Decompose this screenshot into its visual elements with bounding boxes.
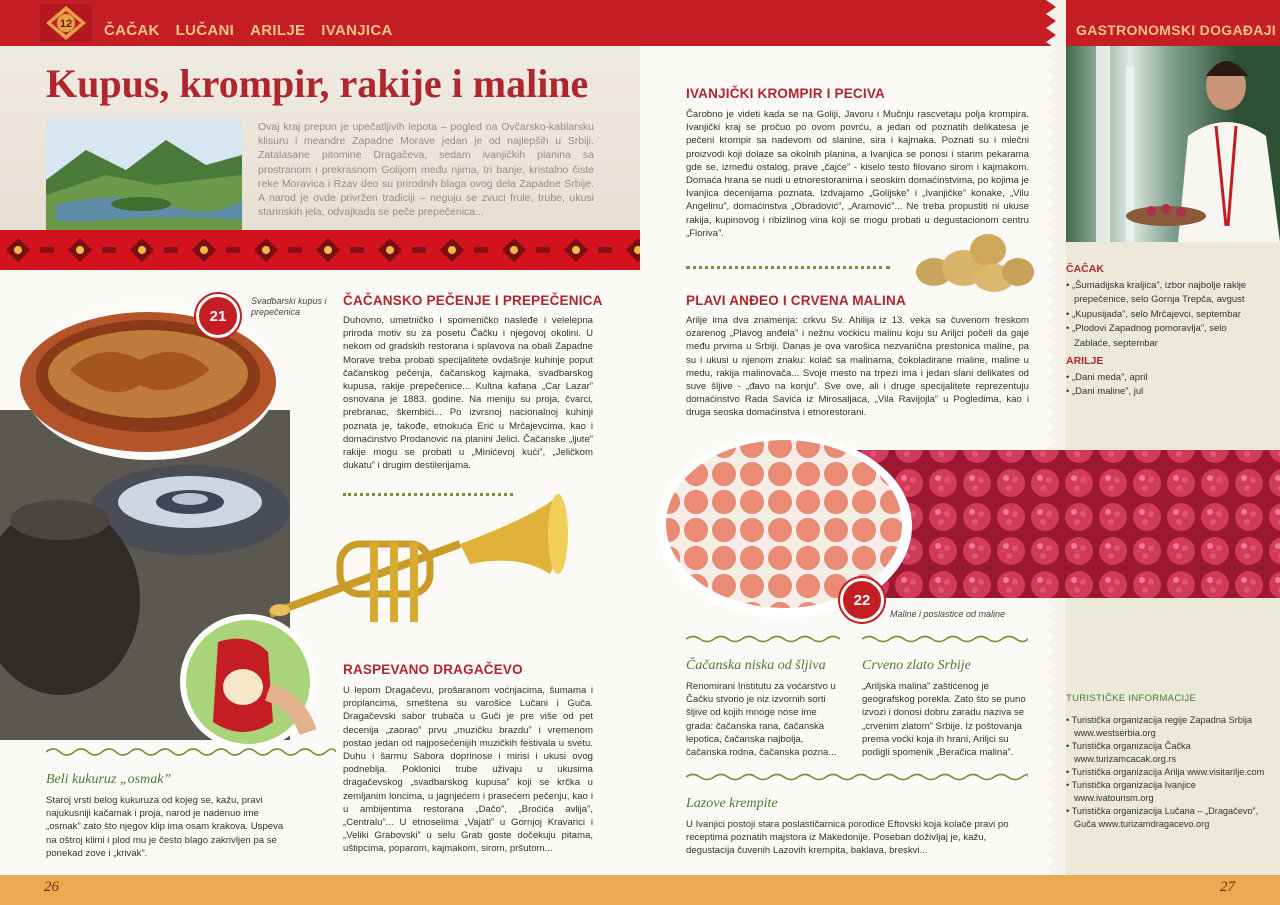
section-title-arilje: PLAVI ANĐEO I CRVENA MALINA: [686, 293, 906, 308]
raspberries-photo: [654, 432, 1280, 632]
vine-divider: [686, 634, 840, 644]
section-text-arilje: Arilje ima dva znamenja: crkvu Sv. Ahilija iz 13. veka sa čuvenom freskom ozarenog „Plavog anđela” i nežnu voćkicu malinu koju su Ariljci počeli da gaje među prvima u Srbiji. Danas je ova varošica nezvanična prestonica maline, pa su i ukusi u njenom znaku: kolač sa malinama, čokoladirane maline, maline u medu, rakija malinovača... Svoje mesto na trpezi ima i jedan slani delikates od suve šljive - „đavo na konju”. Sve ove, ali i druge specijalitete reprezentuju domaćinstvo Rada Savića iz Mirosaljaca, „Vila Ravijojla” u Pogledima, kao i druga seoska domaćinstva i etnorestorani.: [686, 315, 1029, 419]
section-text-niska: Renomirani Institutu za voćarstvo u Čačku stvorio je niz izvornih sorti šljive od kojih mnoge nose ime grada: čačanska rana, čačanska lepotica, čačanska najbolja, čačanska rodna, čačanska pozna...: [686, 681, 837, 759]
nav-item-ivanjica[interactable]: IVANJICA: [321, 22, 393, 39]
section-text-cacak: Duhovno, umetničko i spomeničko nasleđe i velelepna priroda motiv su za posetu Čačku i njegovoj okolini. U nekom od gradskih restorana i splavova na obali Zapadne Morave treba probati specijalitete ovdašnje kuhinje poput čačanskog pečenja, čačanskog kajmaka, svadbarskog kupusa, rakije prepečenice... Kultna kafana „Car Lazar” osnovana je 1883. godine. Na meniju su proja, čvarci, prebranac, škembići... Po izvrsnoj nacionalnoj kuhinji poznata je, takođe, etnokuća Erić u Mrčajevcima, kao i domaćinstvo Prodanović na planini Jelici. Čačanske „ljute” rakije mogu se probati u „Minićevoj kući”, „Jeličkom dukatu” i drugim destilerijama.: [343, 315, 593, 472]
sidebar-list-cacak: [1066, 279, 1256, 351]
photo-number-badge: 21: [196, 294, 240, 338]
list-item: • Turistička organizacija Arilja www.visitarilje.com: [1066, 766, 1266, 779]
section-title-cacak: ČAČANSKO PEČENJE I PREPEČENICA: [343, 293, 603, 308]
section-text-crveno-zlato: „Ariljska malina” zaštićenog je geografskog porekla. Zato što se puno izvozi i donosi dobru zaradu naziva se „crvenim zlatom” Srbije. Iz poštovanja prema voćki koja ih hrani, Ariljci su podigli spomenik „Beračica malina”.: [862, 681, 1026, 759]
section-title-niska: Čačanska niska od šljiva: [686, 658, 826, 673]
list-item: • Turistička organizacija Lučana – „Dragačevo”, Guča www.turizamdragacevo.org: [1066, 805, 1266, 831]
photo-caption-maline: Maline i poslastice od maline: [890, 609, 1006, 619]
nav-item-arilje[interactable]: ARILJE: [250, 22, 306, 39]
section-title-crveno-zlato: Crveno zlato Srbije: [862, 658, 971, 673]
list-item: • „Šumadijska kraljica”, izbor najbolje rakije prepečenice, selo Gornja Trepča, avgust: [1066, 279, 1256, 308]
list-item: • Turistička organizacija Ivanjice www.ivatourism.org: [1066, 779, 1266, 805]
list-item: • „Kupusijada”, selo Mrčajevci, septembar: [1066, 308, 1256, 322]
photo-caption-kupus: Svadbarski kupus i prepečenica: [251, 296, 327, 317]
section-text-kukuruz: Staroj vrsti belog kukuruza od kojeg se, kažu, pravi najukusniji kačamak i proja, narod je nadenuo ime „osmak” zato što njegov klip ima osam krakova. Uspeva na oštroj klimi i plod mu je često blago zakrivljen pa se ponekad zove i „krivak”.: [46, 795, 284, 859]
page-badge: [40, 4, 92, 42]
page-number-right: 27: [1220, 879, 1235, 895]
sidebar-heading-info: TURISTIČKE INFORMACIJE: [1066, 693, 1197, 704]
nav-item-lucani[interactable]: LUČANI: [175, 22, 235, 39]
list-item: • Turistička organizacija regije Zapadna Srbija www.westserbia.org: [1066, 714, 1266, 740]
section-text-dragacevo: U lepom Dragačevu, prošaranom voćnjacima, šumama i proplancima, smeštena su varošice Lučani i Guča. Dragačevski sabor trubača u Guči je pre više od pet decenija „zaorao” prvu „muzičku brazdu” i vremenom postao jedan od najposećenijih muzičkih festivala u svetu. Duhu i šarmu Sabora doprinose i mirisi i ukusi ovog podneblja. Poklonici trube uživaju u ukusima dragačevskog „svadbarskog kupusa” koji se krčka u zemljanim loncima, u jagnjećem i prasećem pečenju, kao i u ambijentima restorana „Dačo”, „Broćića avlija”,„Centralu”... U etnoselima „Vajati” u Gornjoj Kravarici i „Veliki Grabovski” u selu Grab goste dočekuju pitama, uštipcima, poparom, kajmakom, sirom, pršutom...: [343, 685, 593, 855]
list-item: • „Dani maline”, jul: [1066, 385, 1256, 399]
folk-pattern-band: [0, 230, 640, 270]
section-text-lazovo: U Ivanjici postoji stara poslastičarnica porodice Eftovski koja kolače pravi po receptima poznatih majstora iz Makedonije. Poseban doživljaj je, kažu, degustacija čuvenih Lazovih krempita, baklava, breskvi...: [686, 819, 1009, 857]
region-nav: [104, 22, 393, 39]
section-title-lazovo: Lazove krempite: [686, 796, 778, 811]
list-item: • „Dani meda”, april: [1066, 371, 1256, 385]
vine-divider: [686, 772, 1028, 782]
potatoes-image: [912, 228, 1036, 294]
trumpet-image: [260, 484, 570, 624]
folk-pattern-icon: [0, 230, 640, 270]
section-text-ivanjica: Čarobno je videti kada se na Goliji, Javoru i Mučnju rascvetaju polja krompira. Ivanjički kraj se pročuo po ovom povrću, a jedan od poznatih delikatesa je pečeni krompir sa nadevom od slanine, sira i kajmaka. Poznati su i mlečni proizvodi koji dolaze sa okolnih planina, a Ivanjica se ponosi i starim pekarama gde se, između ostalog, prave „čajće” - kiselo testo filovano sirom i kajmakom. Domaća hrana se nudi u etnorestoranima i seoskim domaćinstvima, po kojima je Ivanjica decenijama poznata. Izdvajamo „Golijske” i „Ivanjičke” konake, „Vilu Angelinu”, domaćinstva „Obradović”, „Aramović”... Ne treba propustiti ni ukuse rakija, kupinovog i ribizlinog vina koji se mogu probati u degustacionom centru „Floriva”.: [686, 109, 1029, 239]
section-title-ivanjica: IVANJIČKI KROMPIR I PECIVA: [686, 86, 885, 101]
nav-item-cacak[interactable]: ČAČAK: [104, 22, 160, 39]
intro-text: Ovaj kraj prepun je upečatljivih lepota – pogled na Ovčarsko-kablarsku klisuru i meandre Zapadne Morave jedan je od najlepših u Srbiji. Zatalasane pitomine Dragačeva, sedam ivanjičkih planina sa prostranom i prekrasnom Golijom među njima, tri banje, kristalno čiste reke Moravica i Rzav deo su prirodnih blaga ovog dela Zapadne Srbije. A narod je ovde privržen tradiciji – neguju se zvuci frule, trube, ukusi starinskih jela, odvajkada se peče prepečenica...: [258, 121, 594, 219]
photo-number-badge: 22: [840, 578, 884, 622]
sidebar-list-arilje: [1066, 371, 1256, 400]
vine-divider: [46, 746, 336, 758]
landscape-photo: [46, 120, 242, 230]
section-title-dragacevo: RASPEVANO DRAGAČEVO: [343, 662, 523, 677]
page-badge-number: 12: [59, 18, 73, 30]
dotted-divider: [343, 493, 513, 496]
dotted-divider: [686, 266, 890, 269]
sidebar-heading-arilje: ARILJE: [1066, 355, 1104, 367]
vine-divider: [862, 634, 1028, 644]
bottom-bar: [0, 875, 1280, 905]
page-title: Kupus, krompir, rakije i maline: [46, 61, 589, 106]
section-title-kukuruz: Beli kukuruz „osmak”: [46, 772, 172, 787]
list-item: • Turistička organizacija Čačka www.turizamcacak.org.rs: [1066, 740, 1266, 766]
sidebar-title: GASTRONOMSKI DOGAĐAJI: [1076, 22, 1276, 38]
list-item: • „Plodovi Zapadnog pomoravlja”, selo Zablaće, septembar: [1066, 322, 1256, 351]
sidebar-header: [1066, 0, 1280, 46]
page-number-left: 26: [44, 879, 59, 895]
chef-photo: [1066, 46, 1280, 242]
sidebar-heading-cacak: ČAČAK: [1066, 263, 1104, 275]
flask-photo: [168, 612, 328, 752]
sidebar-list-info: [1066, 714, 1266, 831]
